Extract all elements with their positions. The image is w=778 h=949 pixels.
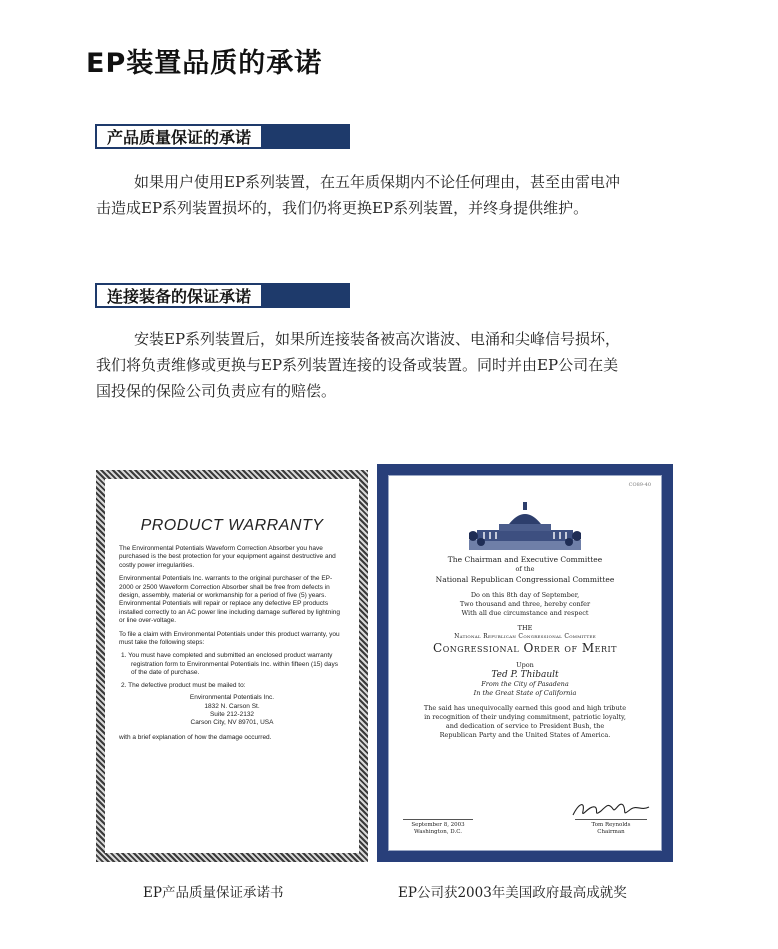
section-heading-bar — [263, 124, 350, 149]
section-heading-label: 连接装备的保证承诺 — [95, 283, 263, 308]
merit-line: The Chairman and Executive Committee — [447, 555, 603, 564]
warranty-address-line: Suite 212-2132 — [209, 710, 255, 718]
warranty-paragraph: with a brief explanation of how the damage occurred. — [119, 733, 272, 741]
merit-award-title: Congressional Order of Merit — [433, 641, 617, 655]
section-heading-bar — [263, 283, 350, 308]
section-heading-equipment — [95, 283, 350, 308]
merit-signer: Tom Reynolds — [575, 819, 647, 829]
warranty-paragraph: Environmental Potentials Inc. warrants to the original purchaser of the EP-2000 or 2500 Waveform Correction Absorber shall be free from defects in design, assembly, material or workmanship for a period of five (5) years. Environmental Potentials will repair or replace any defective EP products installed correctly to an AC power line including damage suffered by lightning or line over-voltage. — [119, 575, 341, 625]
merit-line: National Republican Congressional Committee — [435, 575, 615, 584]
warranty-step: 1. You must have completed and submitted an enclosed product warranty registration form to Environmental Potentials Inc. within fifteen (15) days of the date of purchase. — [121, 652, 339, 677]
merit-date: September 8, 2003 — [403, 819, 473, 829]
warranty-title: PRODUCT WARRANTY — [140, 517, 324, 534]
merit-line: With all due circumstance and respect — [461, 609, 589, 617]
section-heading-quality — [95, 124, 350, 149]
signature-icon — [569, 799, 653, 821]
section-quality-text: 如果用户使用EP系列装置，在五年质保期内不论任何理由，甚至由雷电冲击造成EP系列装置损坏的，我们仍将更换EP系列装置，并终身提供维护。 — [96, 173, 621, 217]
section-equipment-text: 安装EP系列装置后，如果所连接装备被高次谐波、电涌和尖峰信号损坏，我们将负责维修或更换与EP系列装置连接的设备或装置。同时并由EP公司在美国投保的保险公司负责应有的赔偿。 — [96, 330, 621, 400]
warranty-paragraph: To file a claim with Environmental Potentials under this product warranty, you must take the following steps: — [119, 630, 340, 647]
warranty-step: 2. The defective product must be mailed to: — [121, 681, 246, 689]
merit-signer-title: Chairman — [597, 829, 625, 835]
warranty-address-line: 1832 N. Carson St. — [204, 702, 260, 710]
merit-footer — [403, 819, 647, 836]
warranty-paragraph: The Environmental Potentials Waveform Correction Absorber you have purchased is the best protection for your equipment against destructive and costly power irregularities. — [119, 545, 336, 569]
caption-merit: EP公司获2003年美国政府最高成就奖 — [398, 885, 627, 901]
merit-code: CO89-40 — [628, 482, 651, 488]
page-title: EP装置品质的承诺 — [86, 48, 323, 79]
merit-line: From the City of Pasadena — [481, 680, 569, 688]
warranty-address-line: Environmental Potentials Inc. — [189, 694, 275, 702]
merit-recipient-name: Ted P. Thibault — [491, 670, 559, 680]
merit-line: THE — [517, 624, 533, 632]
warranty-certificate-body — [105, 479, 359, 853]
section-heading-label: 产品质量保证的承诺 — [95, 124, 263, 149]
merit-line: Two thousand and three, hereby confer — [459, 600, 591, 608]
merit-line: The said has unequivocally earned this good and high tribute — [423, 704, 627, 712]
merit-line: of the — [515, 565, 535, 573]
merit-line: Upon — [516, 661, 534, 669]
merit-date-block — [403, 819, 473, 836]
merit-certificate — [377, 464, 673, 862]
merit-line: in recognition of their undying commitment, patriotic loyalty, — [424, 713, 626, 721]
warranty-certificate — [96, 470, 368, 862]
capitol-building-icon — [469, 502, 581, 550]
merit-certificate-body — [388, 475, 662, 851]
warranty-address-line: Carson City, NV 89701, USA — [190, 719, 274, 727]
merit-line: and dedication of service to President Bush, the — [445, 722, 605, 730]
merit-line: In the Great State of California — [473, 689, 577, 697]
caption-warranty: EP产品质量保证承诺书 — [143, 885, 284, 901]
merit-line: National Republican Congressional Committee — [454, 633, 596, 640]
merit-line: Republican Party and the United States of America. — [439, 731, 611, 739]
merit-signature-block — [575, 819, 647, 836]
merit-place: Washington, D.C. — [414, 829, 462, 835]
merit-line: Do on this 8th day of September, — [470, 591, 580, 599]
warranty-address — [119, 694, 345, 728]
